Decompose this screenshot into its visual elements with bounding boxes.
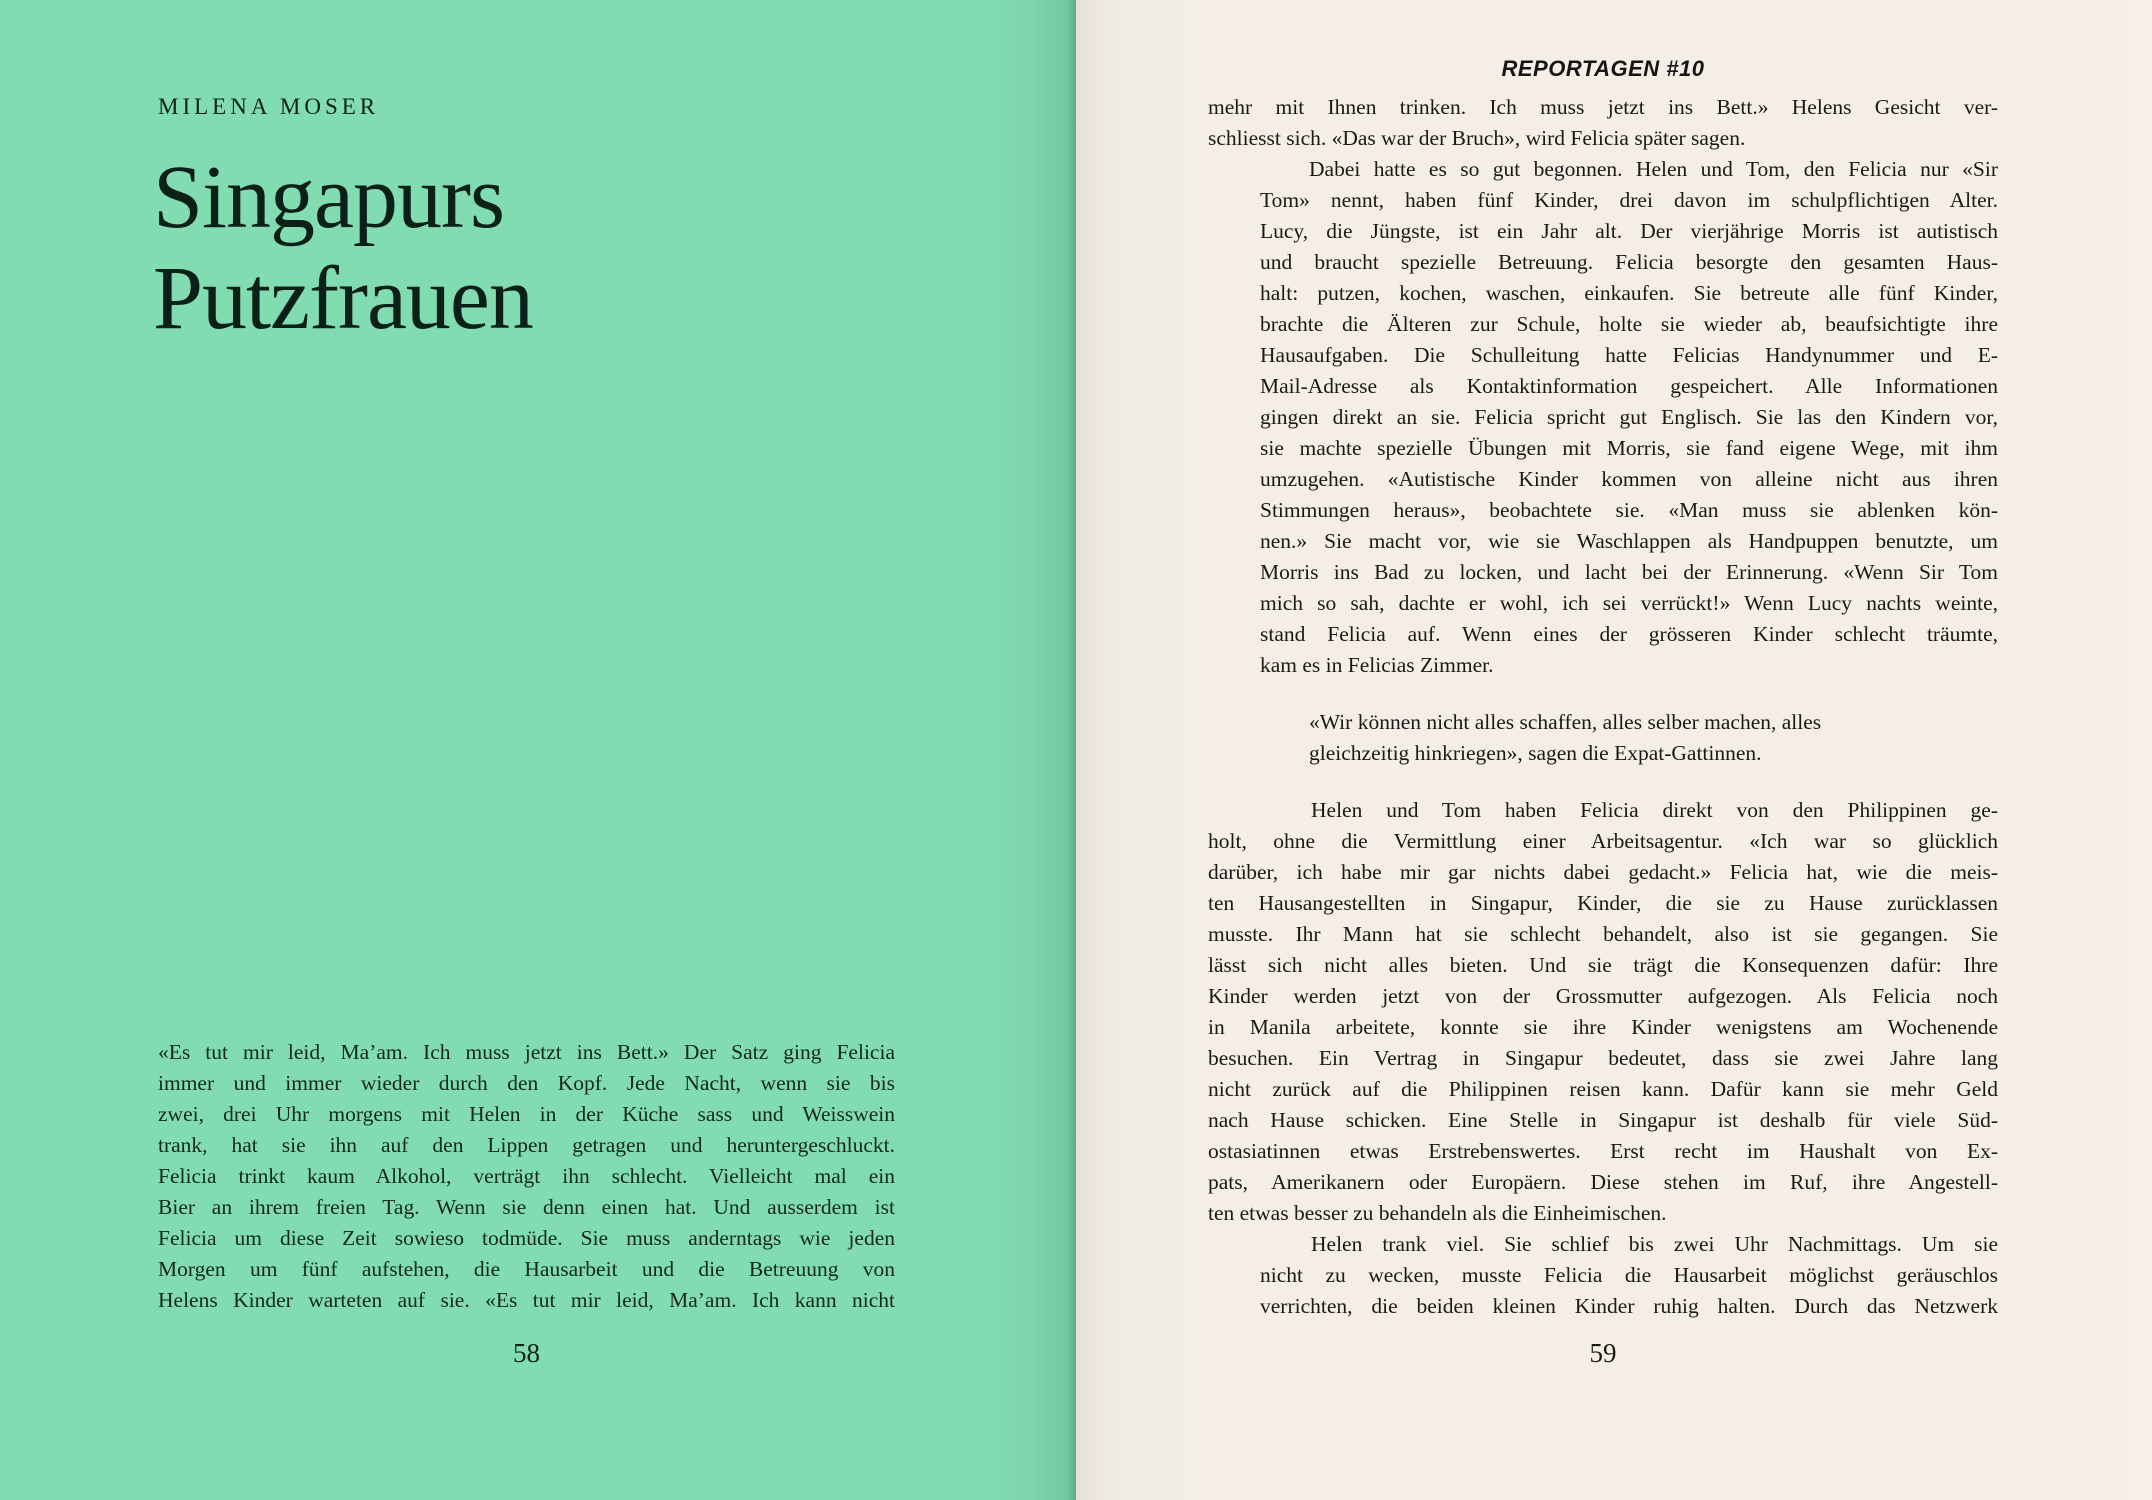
text-line: Tom» nennt, haben fünf Kinder, drei davon im schulpflichtigen Alter. bbox=[1260, 188, 1998, 212]
text-line: nicht zu wecken, musste Felicia die Hausarbeit möglichst geräuschlos bbox=[1260, 1263, 1998, 1287]
para-inset-helen-trank bbox=[1208, 1229, 1998, 1322]
pull-quote bbox=[1208, 707, 1998, 769]
text-line: musste. Ihr Mann hat sie schlecht behandelt, also ist sie gegangen. Sie bbox=[1208, 922, 1998, 946]
text-line: verrichten, die beiden kleinen Kinder ruhig halten. Durch das Netzwerk bbox=[1260, 1294, 1998, 1318]
title-line: Singapurs bbox=[153, 148, 504, 247]
text-line: brachte die Älteren zur Schule, holte sie wieder ab, beaufsichtigte ihre bbox=[1260, 312, 1998, 336]
text-line: trank, hat sie ihn auf den Lippen getragen und heruntergeschluckt. bbox=[158, 1133, 895, 1157]
text-line: halt: putzen, kochen, waschen, einkaufen. Sie betreute alle fünf Kinder, bbox=[1260, 281, 1998, 305]
text-line: Bier an ihrem freien Tag. Wenn sie denn einen hat. Und ausserdem ist bbox=[158, 1195, 895, 1219]
para-philippinen bbox=[1208, 795, 1998, 1229]
para-inset-helen-tom bbox=[1208, 154, 1998, 681]
text-line: Kinder werden jetzt von der Grossmutter aufgezogen. Als Felicia noch bbox=[1208, 984, 1998, 1008]
text-line: pats, Amerikanern oder Europäern. Diese stehen im Ruf, ihre Angestell- bbox=[1208, 1170, 1998, 1194]
text-line: lässt sich nicht alles bieten. Und sie trägt die Konsequenzen dafür: Ihre bbox=[1208, 953, 1998, 977]
text-line: schliesst sich. «Das war der Bruch», wird Felicia später sagen. bbox=[1208, 126, 1746, 150]
page-number-right: 59 bbox=[1589, 1338, 1617, 1368]
text-line: ten etwas besser zu behandeln als die Einheimischen. bbox=[1208, 1201, 1667, 1225]
author-name: MILENA MOSER bbox=[158, 94, 380, 119]
text-line: Stimmungen heraus», beobachtete sie. «Man muss sie ablenken kön- bbox=[1260, 498, 1998, 522]
text-line: nicht zurück auf die Philippinen reisen kann. Dafür kann sie mehr Geld bbox=[1208, 1077, 1998, 1101]
text-line: Helen und Tom haben Felicia direkt von den Philippinen ge- bbox=[1311, 798, 1998, 822]
running-header: REPORTAGEN #10 bbox=[1501, 56, 1705, 81]
text-line: mich so sah, dachte er wohl, ich sei verrückt!» Wenn Lucy nachts weinte, bbox=[1260, 591, 1998, 615]
title-line: Putzfrauen bbox=[153, 249, 533, 348]
article-body bbox=[1208, 92, 1998, 1322]
text-line: in Manila arbeitete, konnte sie ihre Kinder wenigstens am Wochenende bbox=[1208, 1015, 1998, 1039]
text-line: mehr mit Ihnen trinken. Ich muss jetzt ins Bett.» Helens Gesicht ver- bbox=[1208, 95, 1998, 119]
text-line: Helen trank viel. Sie schlief bis zwei Uhr Nachmittags. Um sie bbox=[1311, 1232, 1998, 1256]
text-line: Helens Kinder warteten auf sie. «Es tut mir leid, Ma’am. Ich kann nicht bbox=[158, 1288, 895, 1312]
text-line: nach Hause schicken. Eine Stelle in Singapur ist deshalb für viele Süd- bbox=[1208, 1108, 1998, 1132]
article-title bbox=[153, 147, 533, 349]
text-line: umzugehen. «Autistische Kinder kommen von alleine nicht aus ihren bbox=[1260, 467, 1998, 491]
text-line: und braucht spezielle Betreuung. Felicia besorgte den gesamten Haus- bbox=[1260, 250, 1998, 274]
text-line: Morris ins Bad zu locken, und lacht bei der Erinnerung. «Wenn Sir Tom bbox=[1260, 560, 1998, 584]
text-line: «Es tut mir leid, Ma’am. Ich muss jetzt ins Bett.» Der Satz ging Felicia bbox=[158, 1040, 895, 1064]
text-line: gingen direkt an sie. Felicia spricht gut Englisch. Sie las den Kindern vor, bbox=[1260, 405, 1998, 429]
text-line: Dabei hatte es so gut begonnen. Helen und Tom, den Felicia nur «Sir bbox=[1309, 157, 1998, 181]
text-line: stand Felicia auf. Wenn eines der grösseren Kinder schlecht träumte, bbox=[1260, 622, 1998, 646]
page-number-left: 58 bbox=[513, 1338, 540, 1368]
text-line: immer und immer wieder durch den Kopf. Jede Nacht, wenn sie bis bbox=[158, 1071, 895, 1095]
right-page bbox=[1076, 0, 2152, 1500]
intro-paragraph bbox=[158, 1037, 895, 1316]
para-opening bbox=[1208, 92, 1998, 154]
text-line: «Wir können nicht alles schaffen, alles selber machen, alles bbox=[1309, 710, 1822, 734]
text-line: kam es in Felicias Zimmer. bbox=[1260, 653, 1494, 677]
text-line: sie machte spezielle Übungen mit Morris, sie fand eigene Wege, mit ihm bbox=[1260, 436, 1998, 460]
text-line: Hausaufgaben. Die Schulleitung hatte Felicias Handynummer und E- bbox=[1260, 343, 1998, 367]
text-line: gleichzeitig hinkriegen», sagen die Expat-Gattinnen. bbox=[1309, 741, 1762, 765]
text-line: ostasiatinnen etwas Erstrebenswertes. Erst recht im Haushalt von Ex- bbox=[1208, 1139, 1998, 1163]
text-line: Felicia um diese Zeit sowieso todmüde. Sie muss anderntags wie jeden bbox=[158, 1226, 895, 1250]
text-line: Felicia trinkt kaum Alkohol, verträgt ihn schlecht. Vielleicht mal ein bbox=[158, 1164, 895, 1188]
text-line: holt, ohne die Vermittlung einer Arbeitsagentur. «Ich war so glücklich bbox=[1208, 829, 1998, 853]
text-line: ten Hausangestellten in Singapur, Kinder, die sie zu Hause zurücklassen bbox=[1208, 891, 1998, 915]
text-line: besuchen. Ein Vertrag in Singapur bedeutet, dass sie zwei Jahre lang bbox=[1208, 1046, 1998, 1070]
gutter-shadow bbox=[986, 0, 1076, 1500]
text-line: zwei, drei Uhr morgens mit Helen in der Küche sass und Weisswein bbox=[158, 1102, 895, 1126]
text-line: Lucy, die Jüngste, ist ein Jahr alt. Der vierjährige Morris ist autistisch bbox=[1260, 219, 1998, 243]
text-line: nen.» Sie macht vor, wie sie Waschlappen als Handpuppen benutzte, um bbox=[1260, 529, 1998, 553]
text-line: darüber, ich habe mir gar nichts dabei gedacht.» Felicia hat, wie die meis- bbox=[1208, 860, 1998, 884]
text-line: Morgen um fünf aufstehen, die Hausarbeit und die Betreuung von bbox=[158, 1257, 895, 1281]
text-line: Mail-Adresse als Kontaktinformation gespeichert. Alle Informationen bbox=[1260, 374, 1998, 398]
